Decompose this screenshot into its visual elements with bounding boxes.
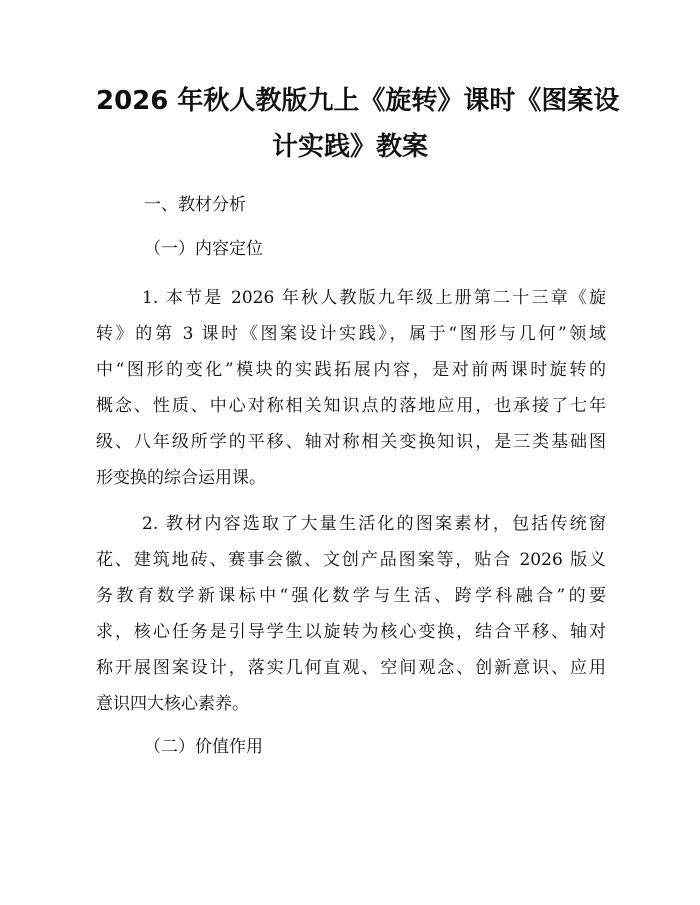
paragraph-line: 形变换的综合运用课。 [96, 468, 266, 488]
paragraph-line: 称开展图案设计，落实几何直观、空间观念、创新意识、应用 [96, 658, 606, 678]
paragraph-line: 转》的第 3 课时《图案设计实践》，属于“图形与几何”领域 [96, 324, 606, 344]
paragraph-line: 务教育数学新课标中“强化数学与生活、跨学科融合”的要 [96, 586, 606, 606]
paragraph-line: 级、八年级所学的平移、轴对称相关变换知识，是三类基础图 [96, 432, 606, 452]
paragraph-material-content [96, 506, 606, 722]
paragraph-line: 概念、性质、中心对称相关知识点的落地应用，也承接了七年 [96, 396, 606, 416]
document-title-line-2: 计实践》教案 [271, 132, 428, 162]
subsection-heading-value-role: （二）价值作用 [144, 737, 263, 757]
paragraph-line: 1. 本节是 2026 年秋人教版九年级上册第二十三章《旋 [142, 288, 606, 308]
document-title-line-1: 2026 年秋人教版九上《旋转》课时《图案设 [96, 86, 620, 116]
paragraph-line: 求，核心任务是引导学生以旋转为核心变换，结合平移、轴对 [96, 622, 606, 642]
section-heading-textbook-analysis: 一、教材分析 [144, 195, 246, 215]
paragraph-line: 意识四大核心素养。 [96, 694, 249, 714]
paragraph-line: 2. 教材内容选取了大量生活化的图案素材，包括传统窗 [142, 514, 606, 534]
paragraph-line: 中“图形的变化”模块的实践拓展内容，是对前两课时旋转的 [96, 360, 606, 380]
subsection-heading-content-positioning: （一）内容定位 [144, 239, 263, 259]
paragraph-line: 花、建筑地砖、赛事会徽、文创产品图案等，贴合 2026 版义 [96, 550, 606, 570]
paragraph-content-positioning [96, 280, 606, 496]
